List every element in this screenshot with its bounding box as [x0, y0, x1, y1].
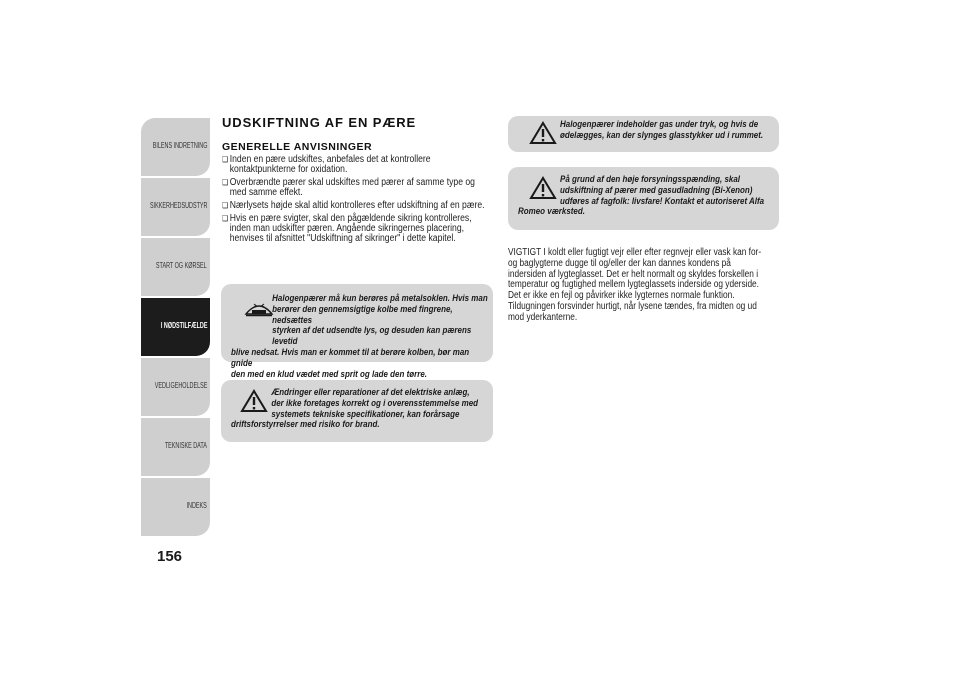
- instruction-list: [222, 155, 500, 247]
- warning-line: Ændringer eller reparationer af det elektriske anlæg,: [271, 387, 470, 398]
- list-item-line: ❏ Nærlysets højde skal altid kontrolleres efter udskiftning af en pære.: [229, 200, 485, 211]
- important-note: [508, 248, 772, 324]
- list-item-line: ❏ Hvis en pære svigter, skal den pågældende sikring kontrolleres,: [229, 213, 472, 224]
- tab-vedligeholdelse[interactable]: [141, 358, 210, 416]
- tab-start-og-korsel[interactable]: [141, 238, 210, 296]
- list-item: [222, 201, 503, 211]
- list-item-line: inden man udskifter pæren. Angående sikringernes placering,: [229, 223, 464, 234]
- warning-box-halogen-pressure: [508, 116, 779, 152]
- important-line: og baglygterne dugge til og/eller der kan dannes kondens på: [508, 257, 731, 269]
- important-line: mod yderkanterne.: [508, 311, 578, 323]
- tab-i-nodstilfaelde[interactable]: [141, 298, 210, 356]
- tab-indeks[interactable]: [141, 478, 210, 536]
- chapter-index-tabs: [141, 118, 210, 538]
- list-item-line: med samme effekt.: [229, 187, 303, 198]
- tab-bilens-indretning[interactable]: [141, 118, 210, 176]
- caution-box-halogen-touch: [221, 284, 493, 380]
- tab-label: INDEKS: [186, 501, 207, 510]
- list-item: [222, 155, 503, 175]
- warning-box-electrical-changes: [221, 380, 493, 442]
- warning-line: På grund af den høje forsyningsspænding, skal: [560, 174, 741, 185]
- tab-sikkerhedsudstyr[interactable]: [141, 178, 210, 236]
- tab-label: BILENS INDRETNING: [152, 141, 207, 150]
- warning-line: udskiftning af pærer med gasudladning (Bi-Xenon): [560, 184, 753, 196]
- warning-line: driftsforstyrrelser med risiko for brand.: [231, 419, 380, 431]
- warning-line: systemets tekniske specifikationer, kan forårsage: [271, 408, 460, 420]
- warning-line: der ikke foretages korrekt og i overensstemmelse med: [271, 397, 479, 409]
- warning-line: udføres af fagfolk: livsfare! Kontakt et autoriseret Alfa: [560, 195, 765, 207]
- list-item-line: henvises til afsnittet "Udskiftning af sikringer" i dette kapitel.: [229, 233, 456, 244]
- list-item: [222, 214, 503, 244]
- important-line: temperatur og fugtighed mellem lygteglassets inderside og yderside.: [508, 279, 759, 291]
- warning-line: Halogenpærer indeholder gas under tryk, og hvis de: [560, 119, 759, 130]
- list-item-line: kontaktpunkterne for oxidation.: [229, 164, 348, 175]
- list-item-line: ❏ Overbrændte pærer skal udskiftes med pærer af samme type og: [229, 177, 475, 188]
- page-number: 156: [157, 548, 183, 565]
- section-heading: GENERELLE ANVISNINGER: [222, 141, 373, 153]
- tab-label: START OG KØRSEL: [156, 261, 207, 270]
- warning-line: Romeo værksted.: [518, 206, 585, 218]
- tab-label: TEKNISKE DATA: [164, 441, 207, 450]
- warning-text: [518, 175, 778, 218]
- caution-text: [231, 294, 491, 380]
- caution-line: Halogenpærer må kun berøres på metalsoklen. Hvis man: [272, 293, 488, 304]
- important-line: Tildugningen forsvinder hurtigt, når lysene tændes, fra midten og ud: [508, 300, 757, 312]
- warning-box-xenon: [508, 167, 779, 230]
- list-item-line: ❏ Inden en pære udskiftes, anbefales det at kontrollere: [229, 154, 431, 165]
- tab-label: I NØDSTILFÆLDE: [160, 321, 207, 330]
- page-title: UDSKIFTNING AF EN PÆRE: [222, 115, 417, 130]
- warning-text: [518, 120, 778, 142]
- warning-text: [231, 388, 491, 431]
- caution-line: styrken af det udsendte lys, og desuden kan pærens levetid: [272, 325, 472, 348]
- tab-tekniske-data[interactable]: [141, 418, 210, 476]
- caution-line: blive nedsat. Hvis man er kommet til at berøre kolben, bør man gnide: [231, 346, 470, 369]
- caution-line: den med en klud vædet med sprit og lade den tørre.: [231, 368, 427, 380]
- important-line: indersiden af lygteglasset. Det er helt normalt og skyldes forskellen i: [508, 268, 759, 280]
- list-item: [222, 178, 503, 198]
- important-line: VIGTIGT I koldt eller fugtigt vejr eller efter regnvejr eller vask kan for-: [508, 247, 762, 258]
- caution-line: berører den gennemsigtige kolbe med fingrene, nedsættes: [272, 303, 453, 326]
- tab-label: SIKKERHEDSUDSTYR: [149, 201, 207, 210]
- important-line: Det er ikke en fejl og påvirker ikke lygternes normale funktion.: [508, 290, 735, 302]
- warning-line: ødelægges, kan der slynges glasstykker ud i rummet.: [560, 129, 764, 141]
- tab-label: VEDLIGEHOLDELSE: [154, 381, 207, 390]
